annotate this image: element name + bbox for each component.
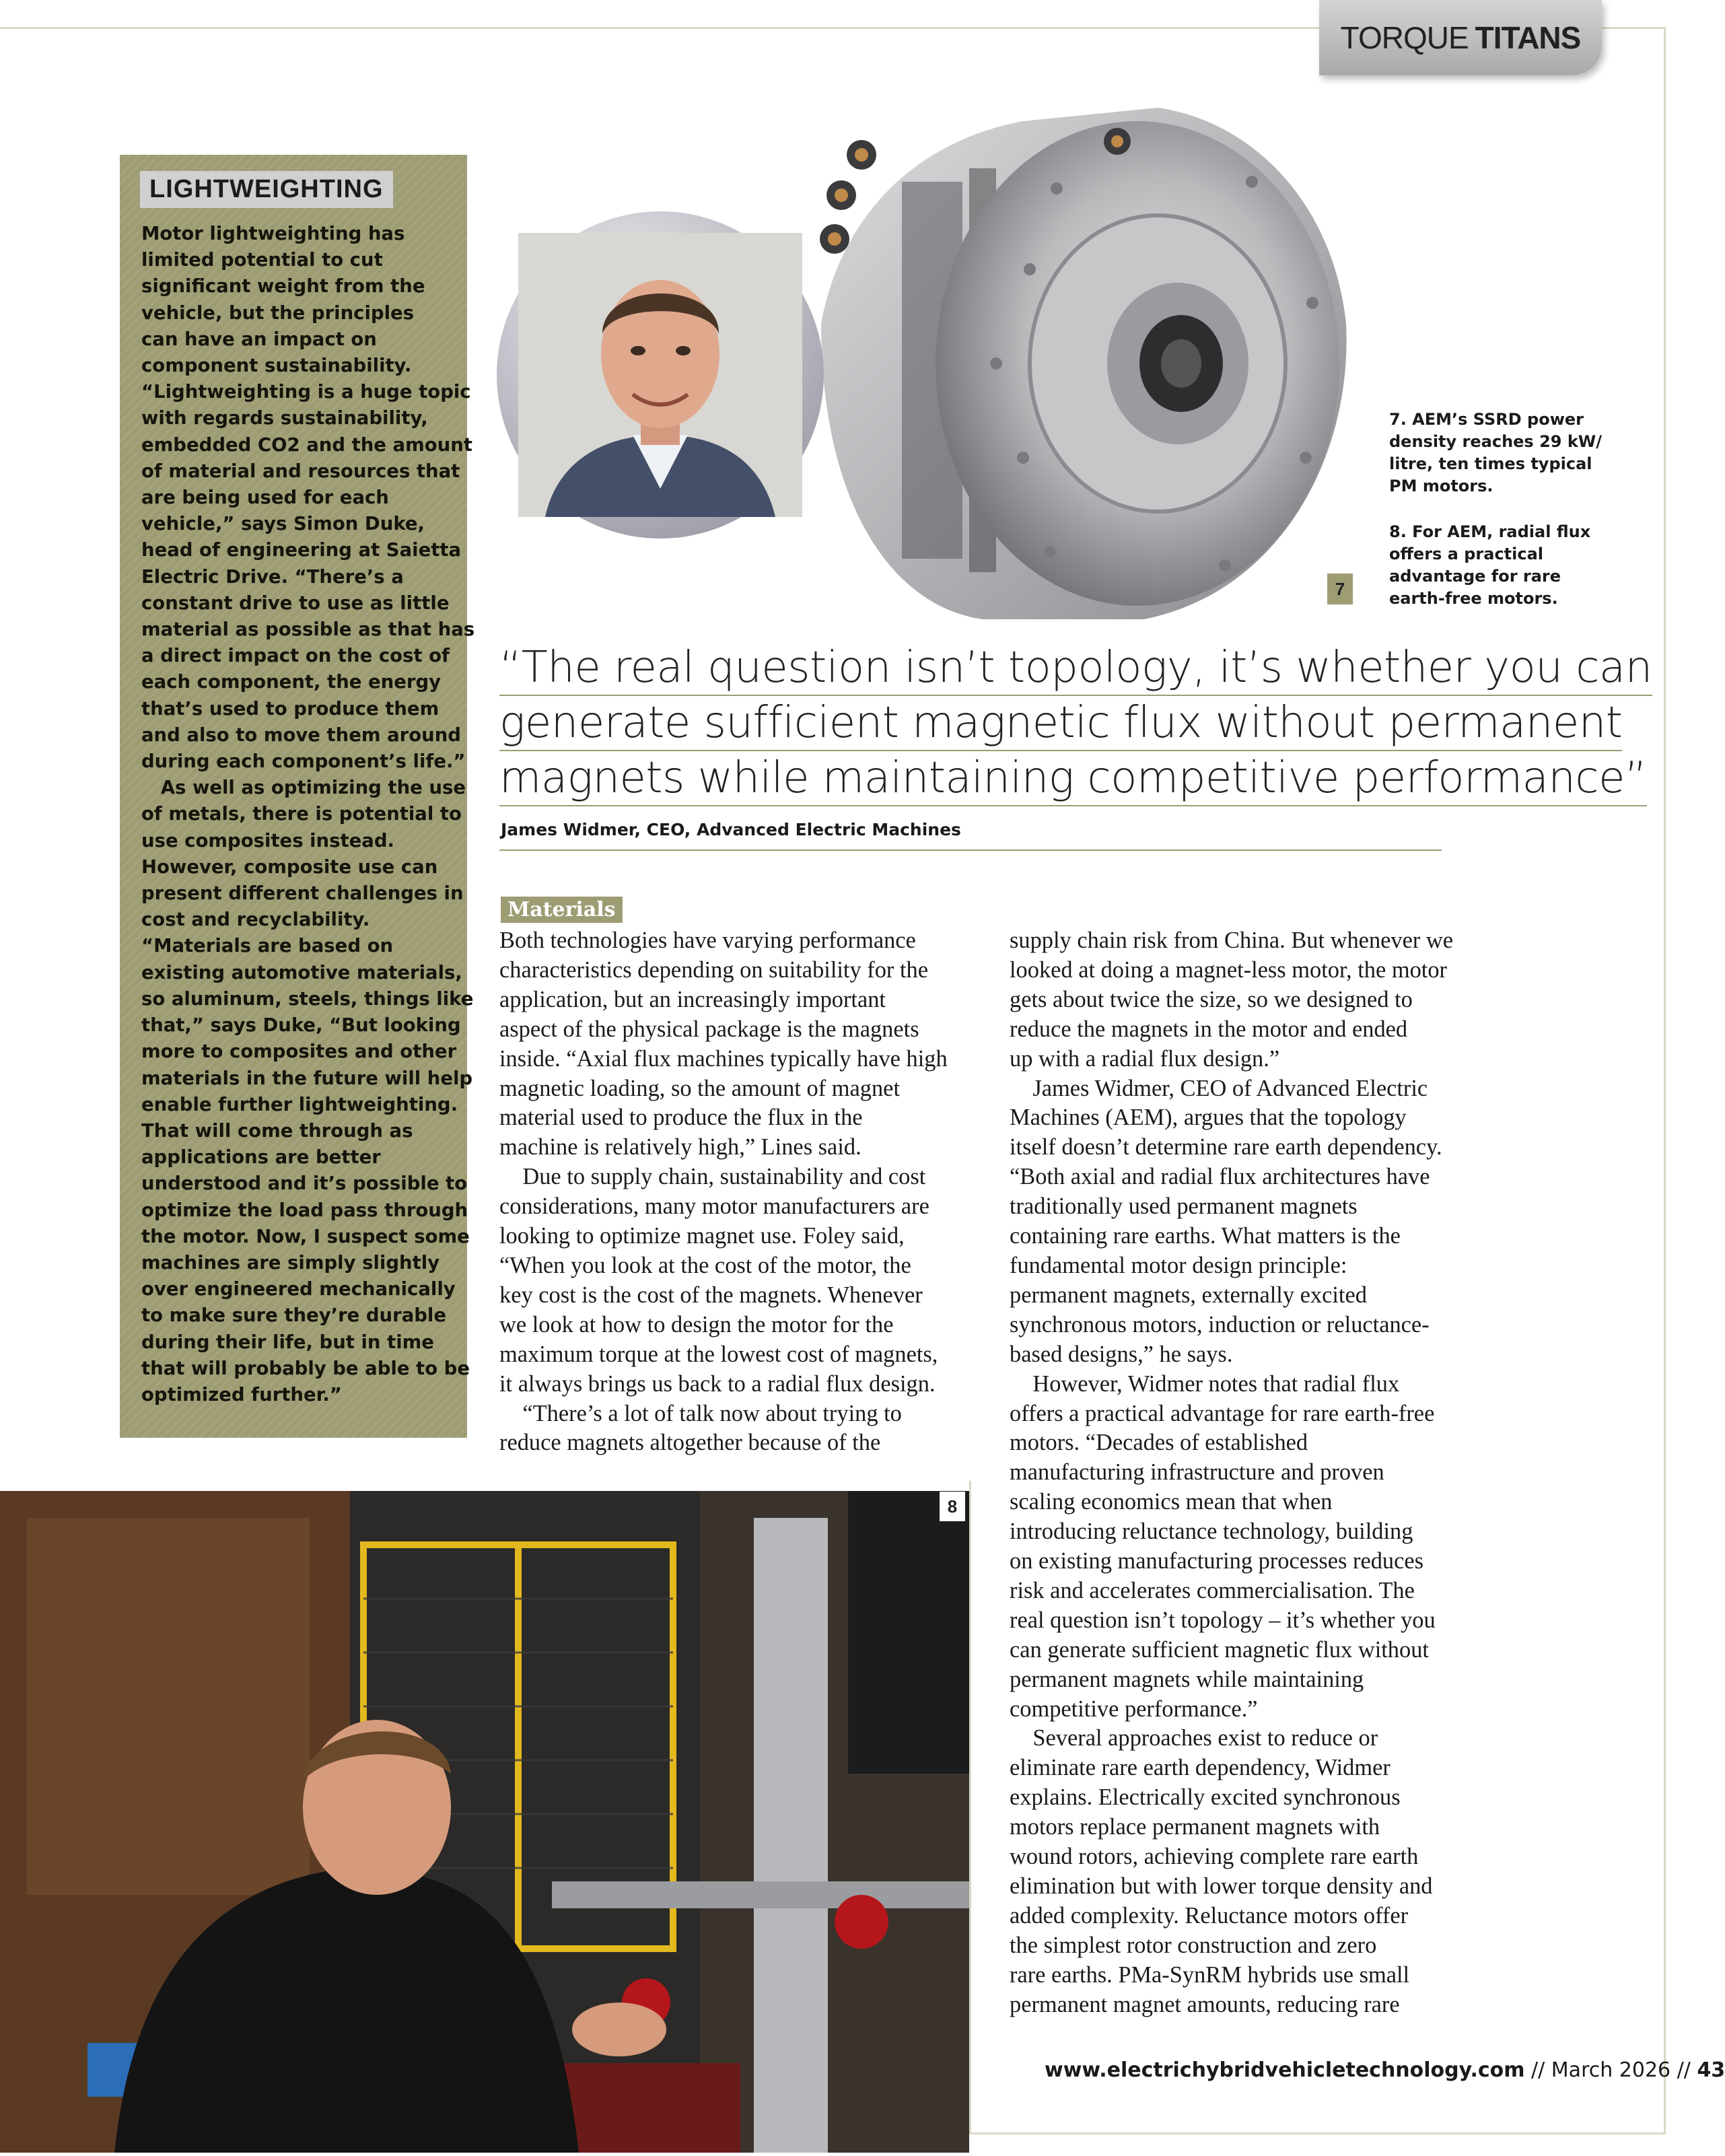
- sidebar-title: LIGHTWEIGHTING: [140, 171, 393, 208]
- workshop-photo: [0, 1491, 969, 2153]
- caption-7: 7. AEM’s SSRD power density reaches 29 kW/ litre, ten times typical PM motors.: [1389, 410, 1603, 495]
- article-column-2: supply chain risk from China. But whenever we looked at doing a magnet-less motor, the motor gets about twice the size, so we designed to reduce the magnets in the motor and ended up with a radial flux design.” James Widmer, CEO of Advanced Electric Machines (AEM), argues that the topology itself doesn’t determine rare earth dependency. “Both axial and radial flux architectures have traditionally used permanent magnets containing rare earths. What matters is the fundamental motor design principle: permanent magnets, externally excited synchronous motors, induction or reluctance- based designs,” he says. However, Widmer notes that radial flux offers a practical advantage for rare earth-free motors. “Decades of established manufacturing infrastructure and proven scaling economics mean that when introducing reluctance technology, building on existing manufacturing processes reduces risk and accelerates commercialisation. The real question isn’t topology – it’s whether you can generate sufficient magnetic flux without permanent magnets while maintaining competitive performance.” Several approaches exist to reduce or eliminate rare earth dependency, Widmer explains. Electrically excited synchronous motors replace permanent magnets with wound rotors, achieving complete rare earth elimination but with lower torque density and added complexity. Reluctance motors offer the simplest rotor construction and zero rare earths. PMa-SynRM hybrids use small permanent magnet amounts, reducing rare: [1010, 928, 1454, 2017]
- footer-date: March 2026: [1551, 2058, 1671, 2082]
- pull-quote-line-1: “The real question isn’t topology, it’s whether you can: [499, 641, 1652, 696]
- footer-url[interactable]: www.electrichybridvehicletechnology.com: [1045, 2058, 1525, 2082]
- portrait-illustration: [518, 233, 802, 517]
- section-tab-bold: TITANS: [1475, 20, 1581, 55]
- page-number: 43: [1697, 2058, 1725, 2082]
- section-tab-light: TORQUE: [1340, 20, 1469, 55]
- lightweighting-sidebar: [120, 155, 475, 1438]
- pull-quote: [499, 641, 1652, 806]
- article-column-1: Both technologies have varying performance characteristics depending on suitability for the application, but an increasingly important aspect of the physical package is the magnets inside. “Axial flux machines typically have high magnetic loading, so the amount of magnet material used to produce the flux in the machine is relatively high,” Lines said. Due to supply chain, sustainability and cost considerations, many motor manufacturers are looking to optimize magnet use. Foley said, “When you look at the cost of the motor, the key cost is the cost of the magnets. Whenever we look at how to design the motor for the maximum torque at the lowest cost of magnets, it always brings us back to a radial flux design. “There’s a lot of talk now about trying to reduce magnets altogether because of the: [499, 928, 948, 1456]
- materials-heading: Materials: [501, 897, 623, 923]
- image-7-tag: 7: [1327, 573, 1353, 604]
- footer-separator: //: [1524, 2058, 1551, 2082]
- motor-photo: [740, 81, 1366, 626]
- sidebar-text: Motor lightweighting has limited potential to cut significant weight from the vehicle, but the principles can have an impact on component sustainability. “Lightweighting is a huge topic with regards sustainability, embedded CO2 and the amount of material and resources that are being used for each vehicle,” says Simon Duke, head of engineering at Saietta Electric Drive. “There’s a constant drive to use as little material as possible as that has a direct impact on the cost of each component, the energy that’s used to produce them and also to move them around during each component’s life.” As well as optimizing the use of metals, there is potential to use composites instead. However, composite use can present different challenges in cost and recyclability. “Materials are based on existing automotive materials, so aluminum, steels, things like that,” says Duke, “But looking more to composites and other materials in the future will help enable further lightweighting. That will come through as applications are better understood and it’s possible to optimize the load pass through the motor. Now, I suspect some machines are simply slightly over engineered mechanically to make sure they’re durable during their life, but in time that will probably be able to be optimized further.”: [141, 223, 475, 1405]
- section-tab: [1319, 0, 1602, 75]
- page-frame-right: [1664, 27, 1666, 2134]
- pull-quote-attribution: James Widmer, CEO, Advanced Electric Machines: [501, 820, 961, 839]
- workshop-illustration: [0, 1491, 969, 2153]
- pull-quote-rule: [499, 849, 1442, 851]
- page-frame-bottom: [969, 2132, 1666, 2134]
- portrait-photo: [518, 233, 802, 517]
- caption-8: 8. For AEM, radial flux offers a practical advantage for rare earth-free motors.: [1389, 522, 1591, 608]
- page-footer: [1045, 2058, 1725, 2082]
- page-frame-left: [969, 1481, 971, 2134]
- image-8-tag: 8: [940, 1492, 965, 1521]
- pull-quote-line-2: generate sufficient magnetic flux without permanent: [499, 696, 1622, 751]
- footer-separator: //: [1670, 2058, 1697, 2082]
- pull-quote-line-3: magnets while maintaining competitive performance”: [499, 751, 1647, 806]
